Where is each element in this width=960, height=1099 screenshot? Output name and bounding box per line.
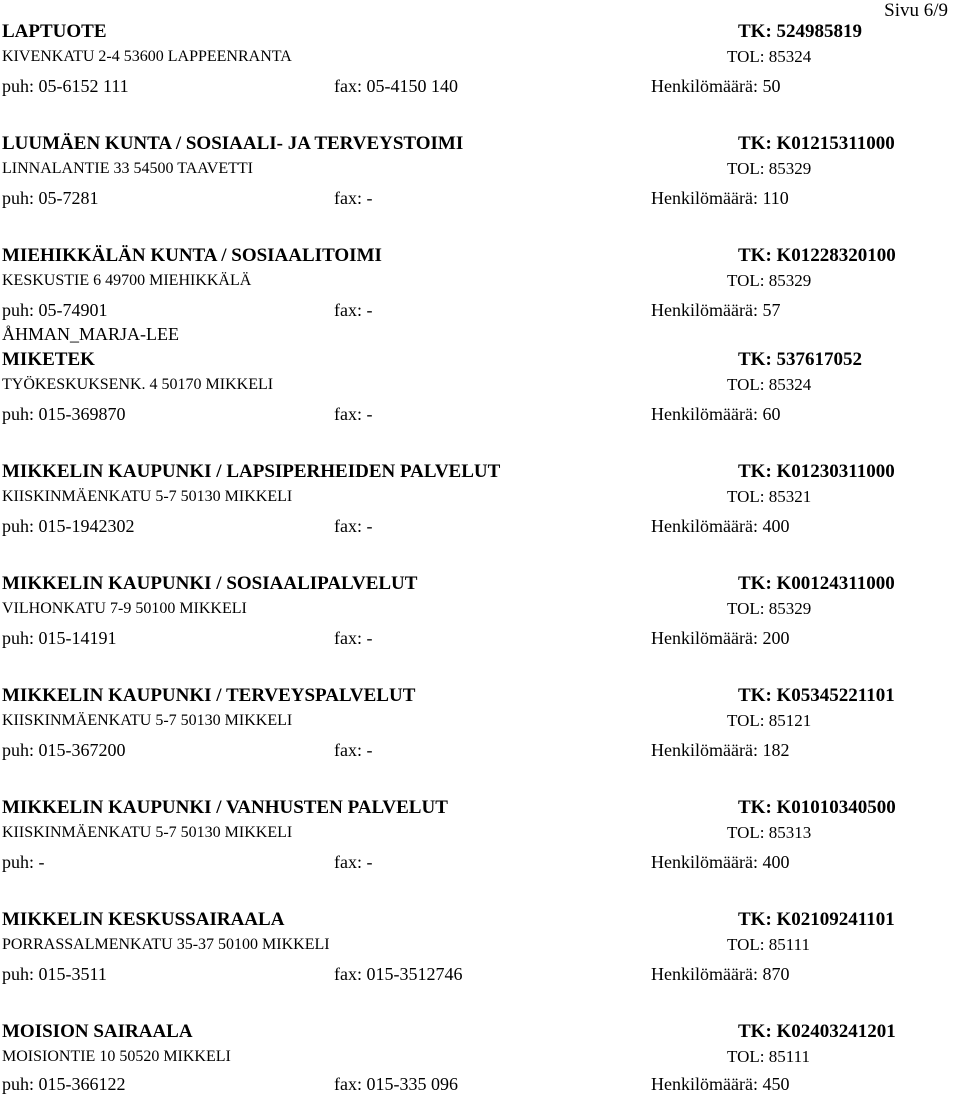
company-headcount: Henkilömäärä: 50 [651, 76, 781, 96]
company-phone: puh: 05-6152 111 [2, 76, 129, 96]
company-tol: TOL: 85121 [727, 711, 812, 730]
company-tk: TK: K00124311000 [738, 573, 895, 594]
company-phone: puh: 015-3511 [2, 964, 107, 984]
company-headcount: Henkilömäärä: 110 [651, 188, 789, 208]
company-name: LUUMÄEN KUNTA / SOSIAALI- JA TERVEYSTOIMI [2, 133, 464, 154]
company-address: KIVENKATU 2-4 53600 LAPPEENRANTA [2, 48, 292, 65]
company-tol: TOL: 85111 [727, 935, 810, 954]
company-address: PORRASSALMENKATU 35-37 50100 MIKKELI [2, 936, 330, 953]
company-tk: TK: K02403241201 [738, 1021, 896, 1042]
company-address: KESKUSTIE 6 49700 MIEHIKKÄLÄ [2, 272, 252, 289]
company-headcount: Henkilömäärä: 400 [651, 852, 790, 872]
company-fax: fax: - [334, 628, 373, 648]
company-headcount: Henkilömäärä: 200 [651, 628, 790, 648]
company-fax: fax: 015-3512746 [334, 964, 463, 984]
company-headcount: Henkilömäärä: 57 [651, 300, 781, 320]
company-tol: TOL: 85324 [727, 375, 812, 394]
company-headcount: Henkilömäärä: 60 [651, 404, 781, 424]
company-address: KIISKINMÄENKATU 5-7 50130 MIKKELI [2, 712, 293, 729]
company-headcount: Henkilömäärä: 182 [651, 740, 790, 760]
company-phone: puh: 015-1942302 [2, 516, 135, 536]
company-phone: puh: 015-366122 [2, 1074, 126, 1094]
company-tk: TK: 537617052 [738, 349, 863, 370]
company-address: LINNALANTIE 33 54500 TAAVETTI [2, 160, 253, 177]
company-tol: TOL: 85329 [727, 159, 812, 178]
company-tol: TOL: 85111 [727, 1047, 810, 1066]
company-tk: TK: K01010340500 [738, 797, 896, 818]
page-number: Sivu 6/9 [884, 0, 948, 21]
company-address: TYÖKESKUKSENK. 4 50170 MIKKELI [2, 376, 274, 393]
company-address: KIISKINMÄENKATU 5-7 50130 MIKKELI [2, 488, 293, 505]
company-tol: TOL: 85321 [727, 487, 812, 506]
company-phone: puh: 015-14191 [2, 628, 117, 648]
company-fax: fax: - [334, 188, 373, 208]
company-phone: puh: 05-74901 [2, 300, 108, 320]
company-tol: TOL: 85313 [727, 823, 812, 842]
company-name: MIKKELIN KAUPUNKI / TERVEYSPALVELUT [2, 685, 416, 706]
company-tk: TK: K05345221101 [738, 685, 895, 706]
company-tol: TOL: 85329 [727, 271, 812, 290]
company-phone: puh: - [2, 852, 45, 872]
company-tk: TK: K01215311000 [738, 133, 895, 154]
contact-person: ÅHMAN_MARJA-LEE [2, 324, 179, 344]
company-tk: TK: K01230311000 [738, 461, 895, 482]
company-tk: TK: K02109241101 [738, 909, 895, 930]
company-fax: fax: 05-4150 140 [334, 76, 458, 96]
company-tk: TK: 524985819 [738, 21, 863, 42]
company-fax: fax: - [334, 404, 373, 424]
company-headcount: Henkilömäärä: 450 [651, 1074, 790, 1094]
company-fax: fax: 015-335 096 [334, 1074, 458, 1094]
company-name: MIKKELIN KAUPUNKI / SOSIAALIPALVELUT [2, 573, 418, 594]
company-name: MIKKELIN KAUPUNKI / VANHUSTEN PALVELUT [2, 797, 448, 818]
company-address: KIISKINMÄENKATU 5-7 50130 MIKKELI [2, 824, 293, 841]
company-name: MIKKELIN KESKUSSAIRAALA [2, 909, 285, 930]
company-tol: TOL: 85324 [727, 47, 812, 66]
company-name: LAPTUOTE [2, 21, 107, 42]
company-name: MOISION SAIRAALA [2, 1021, 193, 1042]
company-address: VILHONKATU 7-9 50100 MIKKELI [2, 600, 247, 617]
company-fax: fax: - [334, 300, 373, 320]
company-fax: fax: - [334, 852, 373, 872]
company-headcount: Henkilömäärä: 400 [651, 516, 790, 536]
company-name: MIEHIKKÄLÄN KUNTA / SOSIAALITOIMI [2, 245, 382, 266]
company-address: MOISIONTIE 10 50520 MIKKELI [2, 1048, 231, 1065]
company-fax: fax: - [334, 740, 373, 760]
company-phone: puh: 015-367200 [2, 740, 126, 760]
company-name: MIKKELIN KAUPUNKI / LAPSIPERHEIDEN PALVELUT [2, 461, 501, 482]
company-tol: TOL: 85329 [727, 599, 812, 618]
company-tk: TK: K01228320100 [738, 245, 896, 266]
company-name: MIKETEK [2, 349, 95, 370]
company-phone: puh: 05-7281 [2, 188, 99, 208]
company-headcount: Henkilömäärä: 870 [651, 964, 790, 984]
company-fax: fax: - [334, 516, 373, 536]
company-phone: puh: 015-369870 [2, 404, 126, 424]
